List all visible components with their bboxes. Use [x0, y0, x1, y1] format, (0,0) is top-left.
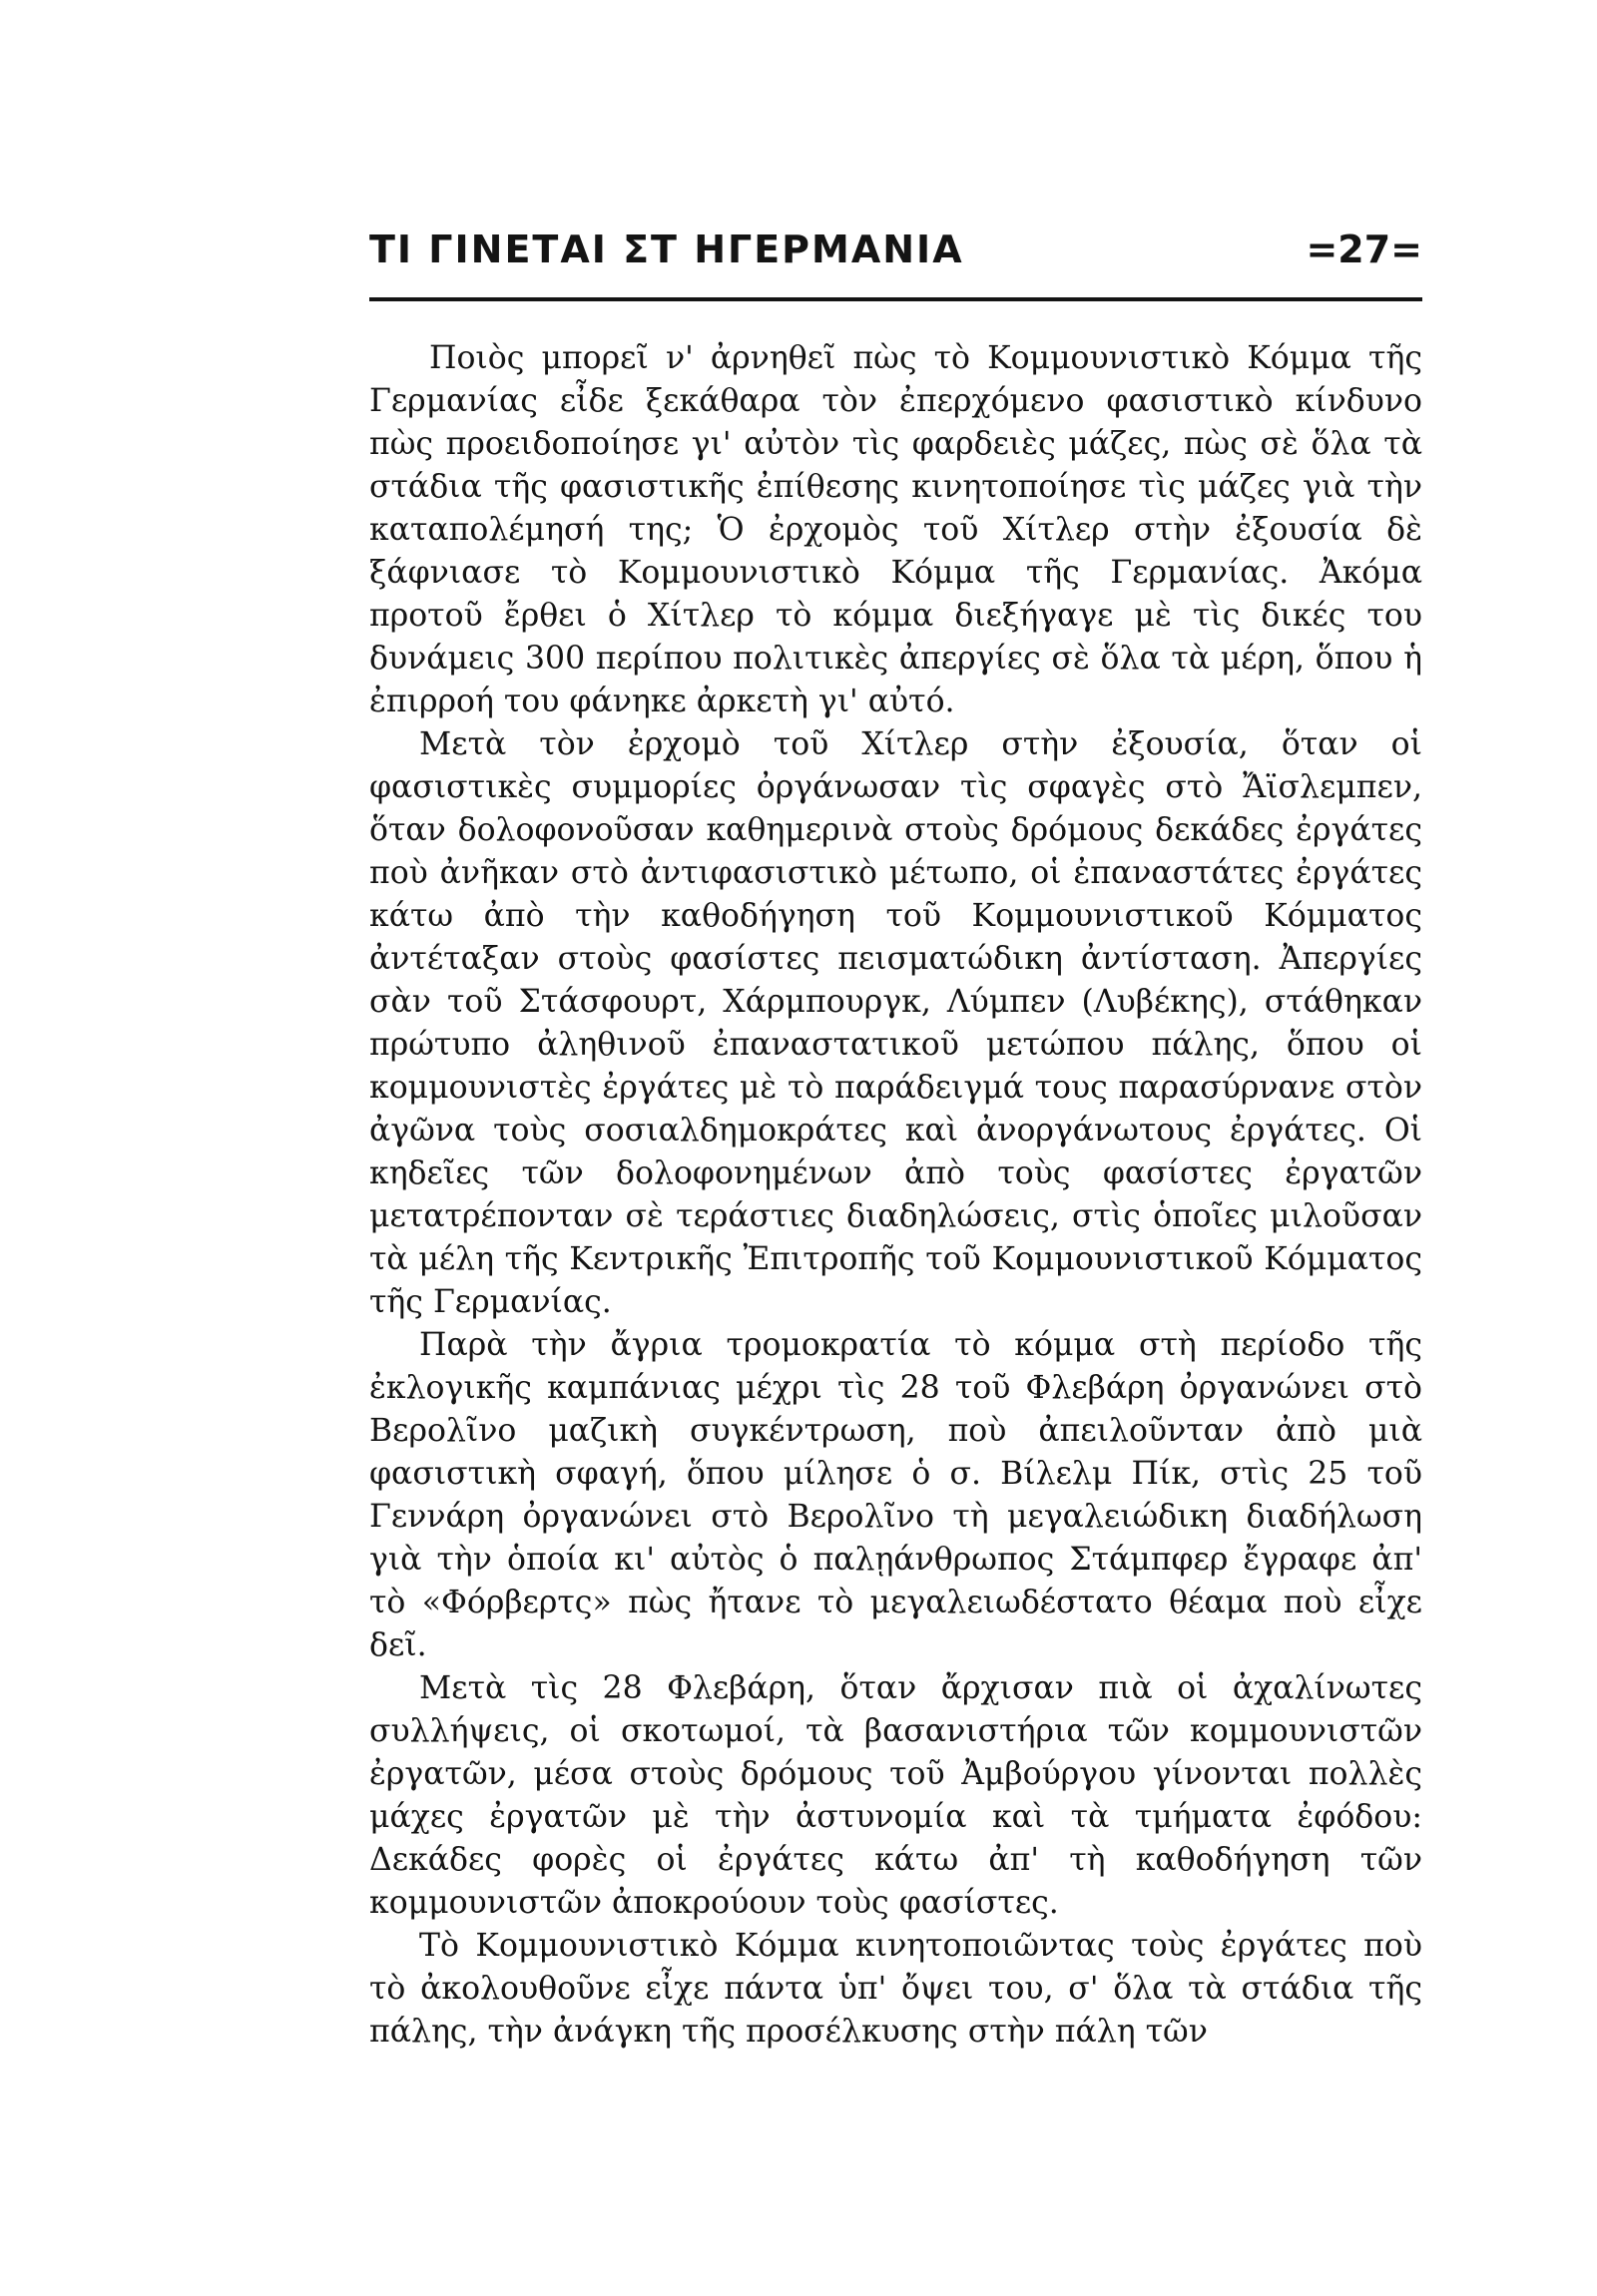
paragraph-3: Παρὰ τὴν ἄγρια τρομοκρατία τὸ κόμμα στὴ περίοδο τῆς ἐκλογικῆς καμπάνιας μέχρι τὶς 28 τοῦ Φλεβάρη ὀργανώνει στὸ Βερολῖνο μαζικὴ συγκέντρωση, ποὺ ἀπειλοῦνταν ἀπὸ μιὰ φασιστικὴ σφαγή, ὅπου μίλησε ὁ σ. Βίλελμ Πίκ, στὶς 25 τοῦ Γεννάρη ὀργανώνει στὸ Βερολῖνο τὴ μεγαλειώδικη διαδήλωση γιὰ τὴν ὁποία κι' αὐτὸς ὁ παλῃάνθρωπος Στάμπφερ ἔγραφε ἀπ' τὸ «Φόρβερτς» πὼς ἤτανε τὸ μεγαλειωδέστατο θέαμα ποὺ εἶχε δεῖ.: [369, 1327, 1422, 1663]
running-title: ΤΙ ΓΙΝΕΤΑΙ ΣΤ ΗΓΕΡΜΑΝΙΑ: [369, 228, 964, 271]
paragraph-2: Μετὰ τὸν ἐρχομὸ τοῦ Χίτλερ στὴν ἐξουσία, ὅταν οἱ φασιστικὲς συμμορίες ὀργάνωσαν τὶς σφαγὲς στὸ Ἄϊσλεμπεν, ὅταν δολοφονοῦσαν καθημερινὰ στοὺς δρόμους δεκάδες ἐργάτες ποὺ ἀνῆκαν στὸ ἀντιφασιστικὸ μέτωπο, οἱ ἐπαναστάτες ἐργάτες κάτω ἀπὸ τὴν καθοδήγηση τοῦ Κομμουνιστικοῦ Κόμματος ἀντέταξαν στοὺς φασίστες πεισματώδικη ἀντίσταση. Ἀπεργίες σὰν τοῦ Στάσφουρτ, Χάρμπουργκ, Λύμπεν (Λυβέκης), στάθηκαν πρώτυπο ἀληθινοῦ ἐπαναστατικοῦ μετώπου πάλης, ὅπου οἱ κομμουνιστὲς ἐργάτες μὲ τὸ παράδειγμά τους παρασύρνανε στὸν ἀγῶνα τοὺς σοσιαλδημοκράτες καὶ ἀνοργάνωτους ἐργάτες. Οἱ κηδεῖες τῶν δολοφονημένων ἀπὸ τοὺς φασίστες ἐργατῶν μετατρέπονταν σὲ τεράστιες διαδηλώσεις, στὶς ὁποῖες μιλοῦσαν τὰ μέλη τῆς Κεντρικῆς Ἐπιτροπῆς τοῦ Κομμουνιστικοῦ Κόμματος τῆς Γερμανίας.: [369, 726, 1422, 1320]
paragraph-5: Τὸ Κομμουνιστικὸ Κόμμα κινητοποιῶντας τοὺς ἐργάτες ποὺ τὸ ἀκολουθοῦνε εἶχε πάντα ὑπ' ὄψει του, σ' ὅλα τὰ στάδια τῆς πάλης, τὴν ἀνάγκη τῆς προσέλκυσης στὴν πάλη τῶν: [369, 1928, 1422, 2050]
page-number: =27=: [1306, 228, 1422, 271]
paragraph-1: Ποιὸς μπορεῖ ν' ἀρνηθεῖ πὼς τὸ Κομμουνιστικὸ Κόμμα τῆς Γερμανίας εἶδε ξεκάθαρα τὸν ἐπερχόμενο φασιστικὸ κίνδυνο πὼς προειδοποίησε γι' αὐτὸν τὶς φαρδειὲς μάζες, πὼς σὲ ὅλα τὰ στάδια τῆς φασιστικῆς ἐπίθεσης κινητοποίησε τὶς μάζες γιὰ τὴν καταπολέμησή της; Ὁ ἐρχομὸς τοῦ Χίτλερ στὴν ἐξουσία δὲ ξάφνιασε τὸ Κομμουνιστικὸ Κόμμα τῆς Γερμανίας. Ἀκόμα προτοῦ ἔρθει ὁ Χίτλερ τὸ κόμμα διεξήγαγε μὲ τὶς δικές του δυνάμεις 300 περίπου πολιτικὲς ἀπεργίες σὲ ὅλα τὰ μέρη, ὅπου ἡ ἐπιρροή του φάνηκε ἀρκετὴ γι' αὐτό.: [369, 340, 1422, 719]
body-text: [369, 337, 1422, 2054]
header-rule: [369, 297, 1422, 301]
paragraph-4: Μετὰ τὶς 28 Φλεβάρη, ὅταν ἄρχισαν πιὰ οἱ ἀχαλίνωτες συλλήψεις, οἱ σκοτωμοί, τὰ βασανιστήρια τῶν κομμουνιστῶν ἐργατῶν, μέσα στοὺς δρόμους τοῦ Ἀμβούργου γίνονται πολλὲς μάχες ἐργατῶν μὲ τὴν ἀστυνομία καὶ τὰ τμήματα ἐφόδου: Δεκάδες φορὲς οἱ ἐργάτες κάτω ἀπ' τὴ καθοδήγηση τῶν κομμουνιστῶν ἀποκρούουν τοὺς φασίστες.: [369, 1670, 1422, 1921]
running-header: [369, 228, 1422, 287]
